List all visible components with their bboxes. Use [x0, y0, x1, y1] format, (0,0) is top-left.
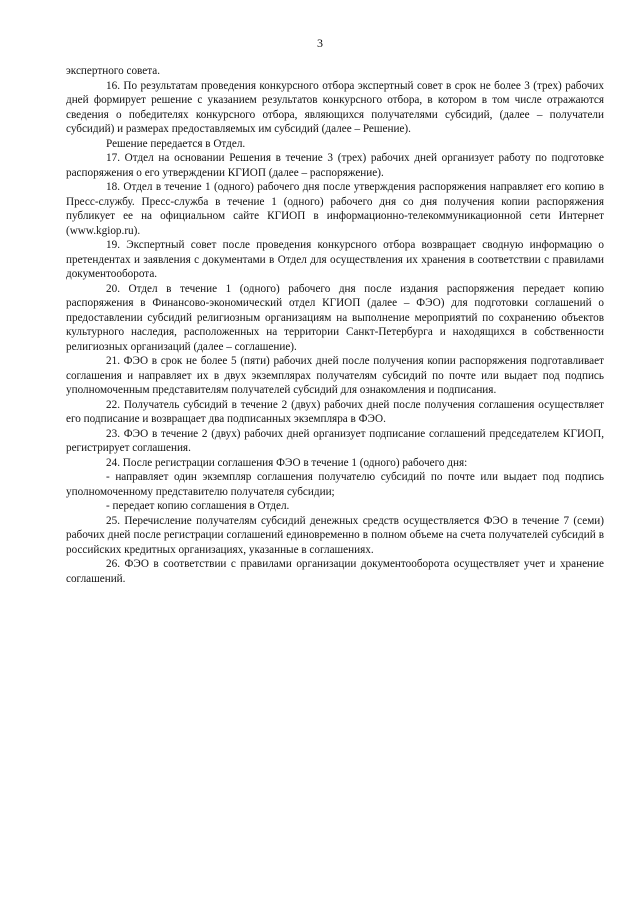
- paragraph-25: 25. Перечисление получателям субсидий денежных средств осуществляется ФЭО в течение 7 (семи) рабочих дней после регистрации соглашений единовременно в полном объеме на счета получателей субсидий в российских кредитных организациях, указанные в соглашениях.: [66, 514, 604, 556]
- paragraph-21: 21. ФЭО в срок не более 5 (пяти) рабочих дней после получения копии распоряжения подготавливает соглашения и направляет их в двух экземплярах получателям субсидий по почте или выдает под подпись уполномоченным представителям получателей субсидий для ознакомления и подписания.: [66, 355, 604, 396]
- paragraph-24-item-2: - передает копию соглашения в Отдел.: [106, 500, 290, 512]
- paragraph-26: 26. ФЭО в соответствии с правилами организации документооборота осуществляет учет и хранение соглашений.: [66, 558, 604, 585]
- paragraph-17: 17. Отдел на основании Решения в течение 3 (трех) рабочих дней организует работу по подготовке распоряжения о его утверждении КГИОП (далее – распоряжение).: [66, 152, 604, 179]
- paragraph-19: 19. Экспертный совет после проведения конкурсного отбора возвращает сводную информацию о претендентах и заявления с документами в Отдел для осуществления их хранения в соответствии с правилами документооборота.: [66, 239, 604, 280]
- paragraph-continuation: экспертного совета.: [66, 65, 161, 77]
- paragraph-16: 16. По результатам проведения конкурсного отбора экспертный совет в срок не более 3 (трех) рабочих дней формирует решение с указанием результатов конкурсного отбора, в котором в том числе отражаются сведения о победителях конкурсного отбора, являющихся получателями субсидий, (далее – получатели субсидий) и размерах предоставляемых им субсидий (далее – Решение).: [66, 79, 604, 135]
- paragraph-18: 18. Отдел в течение 1 (одного) рабочего дня после утверждения распоряжения направляет его копию в Пресс-службу. Пресс-служба в течение 1 (одного) рабочего дня со дня получения копии распоряжения публикует ее на официальном сайте КГИОП в информационно-телекоммуникационной сети Интернет (www.kgiop.ru).: [66, 181, 604, 237]
- paragraph-16-note: Решение передается в Отдел.: [106, 137, 246, 150]
- page-number: 3: [317, 36, 323, 50]
- paragraph-23: 23. ФЭО в течение 2 (двух) рабочих дней организует подписание соглашений председателем КГИОП, регистрирует соглашения.: [66, 427, 604, 454]
- paragraph-24: 24. После регистрации соглашения ФЭО в течение 1 (одного) рабочего дня:: [106, 456, 468, 469]
- document-body: [66, 64, 604, 586]
- paragraph-24-item-1: - направляет один экземпляр соглашения получателю субсидий по почте или выдает под подпись уполномоченному представителю получателя субсидии;: [66, 471, 604, 498]
- paragraph-20: 20. Отдел в течение 1 (одного) рабочего дня после издания распоряжения передает копию распоряжения в Финансово-экономический отдел КГИОП (далее – ФЭО) для подготовки соглашений о предоставлении субсидий религиозным организациям на выполнение мероприятий по сохранению объектов культурного наследия, расположенных на территории Санкт-Петербурга и находящихся в собственности религиозных организаций (далее – соглашение).: [66, 282, 604, 353]
- paragraph-22: 22. Получатель субсидий в течение 2 (двух) рабочих дней после получения соглашения осуществляет его подписание и возвращает два подписанных экземпляра в ФЭО.: [66, 398, 604, 425]
